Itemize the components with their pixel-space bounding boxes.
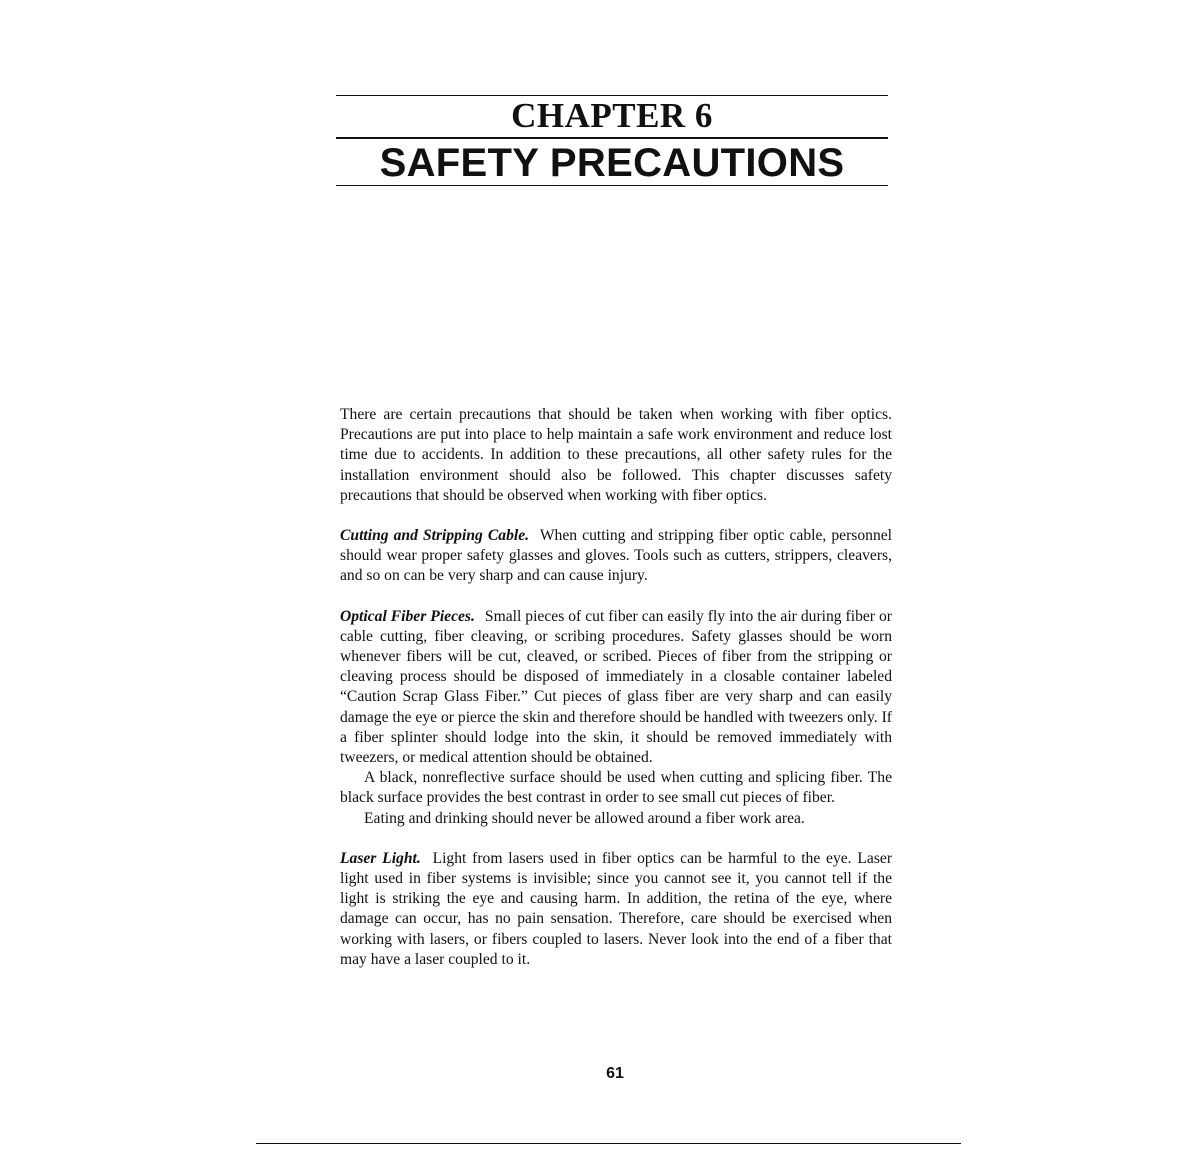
pieces-section: [340, 607, 892, 769]
pieces-heading: Optical Fiber Pieces.: [340, 607, 475, 625]
pieces-paragraph-2: A black, nonreflective surface should be used when cutting and splicing fiber. The black surface provides the best contrast in order to see small cut pieces of fiber.: [340, 769, 892, 807]
intro-paragraph: There are certain precautions that should be taken when working with fiber optics. Precautions are put into place to help maintain a safe work environment and reduce lost time due to accidents. In addition to these precautions, all other safety rules for the installation environment should also be followed. This chapter discusses safety precautions that should be observed when working with fiber optics.: [340, 406, 892, 504]
pieces-paragraph-3: Eating and drinking should never be allowed around a fiber work area.: [364, 809, 805, 827]
pieces-text: Small pieces of cut fiber can easily fly into the air during fiber or cable cutting, fiber cleaving, or scribing procedures. Safety glasses should be worn whenever fibers will be cut, cleaved, or scribed. Pieces of fiber from the stripping or cleaving process should be disposed of immediately in a closable container labeled “Caution Scrap Glass Fiber.” Cut pieces of glass fiber are very sharp and can easily damage the eye or pierce the skin and therefore should be handled with tweezers only. If a fiber splinter should lodge into the skin, it should be removed immediately with tweezers, or medical attention should be obtained.: [340, 607, 892, 767]
page-number: 61: [606, 1065, 624, 1082]
chapter-body: [340, 405, 892, 970]
chapter-title: SAFETY PRECAUTIONS: [379, 141, 845, 185]
chapter-label: CHAPTER 6: [511, 96, 713, 135]
laser-heading: Laser Light.: [340, 849, 421, 867]
footer-rule: [256, 1143, 961, 1144]
laser-section: [340, 849, 892, 970]
laser-text: Light from lasers used in fiber optics can be harmful to the eye. Laser light used in fiber systems is invisible; since you cannot see it, you cannot tell if the light is striking the eye and causing harm. In addition, the retina of the eye, where damage can occur, has no pain sensation. Therefore, care should be exercised when working with lasers, or fibers coupled to lasers. Never look into the end of a fiber that may have a laser coupled to it.: [340, 849, 893, 968]
cutting-section: [340, 526, 892, 587]
cutting-heading: Cutting and Stripping Cable.: [340, 527, 530, 545]
header-bottom-rule: [336, 185, 888, 186]
cutting-text: When cutting and stripping fiber optic cable, personnel should wear proper safety glasses and gloves. Tools such as cutters, strippers, cleavers, and so on can be very sharp and can cause injury.: [340, 527, 893, 585]
